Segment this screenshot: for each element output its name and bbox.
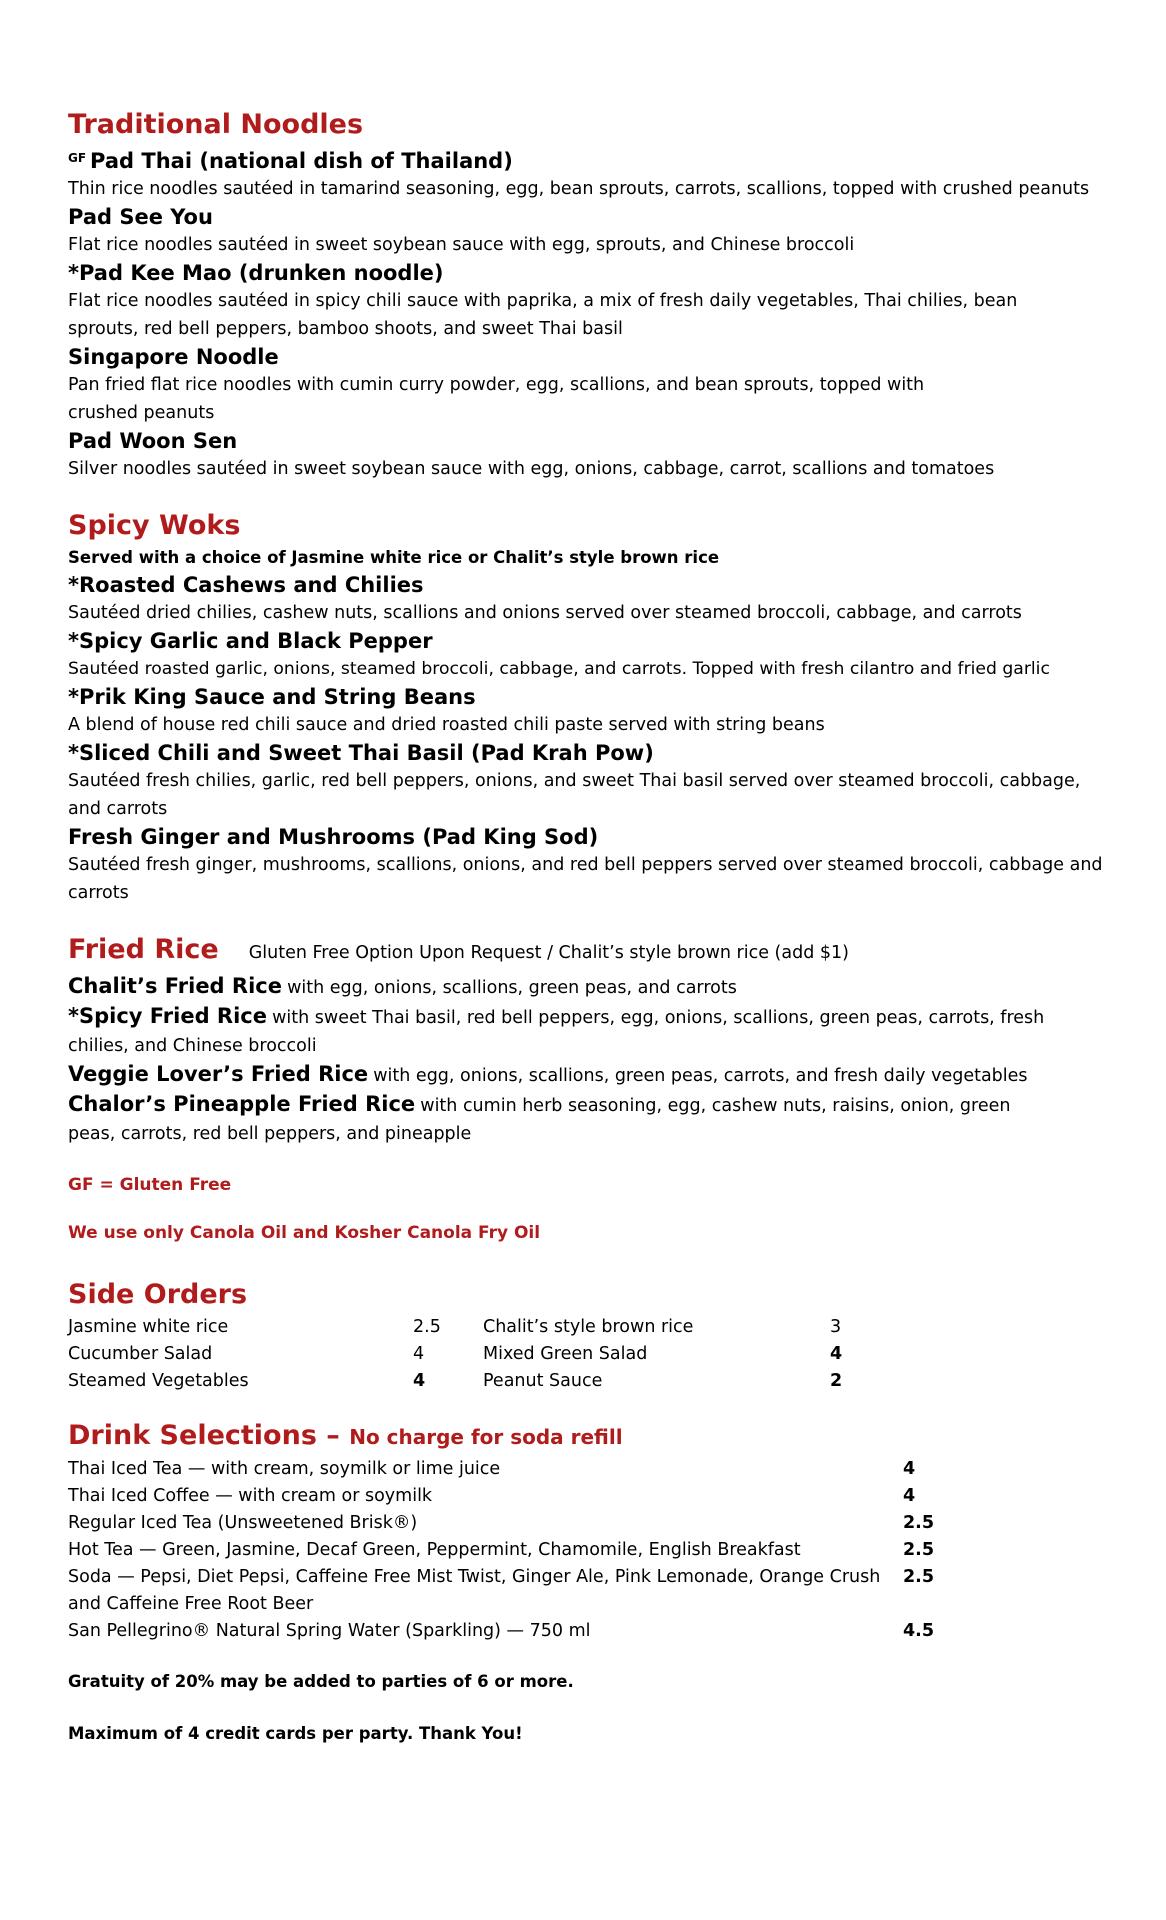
drink-price: 2.5	[903, 1540, 935, 1560]
drink-row	[68, 1618, 1108, 1645]
side-item-name: Chalit’s style brown rice	[483, 1317, 694, 1337]
menu-item-pad-king-sod	[68, 823, 1108, 907]
menu-item-veggie-lovers-fried-rice	[68, 1060, 1108, 1090]
menu-item-singapore-noodle	[68, 343, 1108, 427]
item-description: with cumin herb seasoning, egg, cashew nuts, raisins, onion, green peas, carrots, red bell peppers, and pineapple	[68, 1096, 1011, 1144]
drink-name: Regular Iced Tea (Unsweetened Brisk®)	[68, 1513, 418, 1533]
item-name: Fresh Ginger and Mushrooms (Pad King Sod)	[68, 825, 599, 849]
gratuity-note: Gratuity of 20% may be added to parties of 6 or more.	[68, 1672, 574, 1691]
menu-item-chalits-fried-rice	[68, 972, 1108, 1002]
item-description: Sautéed roasted garlic, onions, steamed broccoli, cabbage, and carrots. Topped with fresh cilantro and fried garlic	[68, 659, 1050, 679]
item-description: Sautéed fresh chilies, garlic, red bell peppers, onions, and sweet Thai basil served over steamed broccoli, cabbage, and carrots	[68, 771, 1081, 819]
item-description: with egg, onions, scallions, green peas, carrots, and fresh daily vegetables	[373, 1066, 1028, 1086]
item-description: A blend of house red chili sauce and dried roasted chili paste served with string beans	[68, 715, 825, 735]
side-item-price: 2.5	[413, 1317, 441, 1337]
drink-name: Soda — Pepsi, Diet Pepsi, Caffeine Free Mist Twist, Ginger Ale, Pink Lemonade, Orange Crush and Caffeine Free Root Beer	[68, 1567, 881, 1614]
side-item-price: 4	[413, 1344, 425, 1364]
oil-note: We use only Canola Oil and Kosher Canola Fry Oil	[68, 1223, 541, 1243]
side-item-price: 2	[830, 1371, 843, 1391]
menu-item-pineapple-fried-rice	[68, 1090, 1048, 1148]
item-name: Chalit’s Fried Rice	[68, 974, 282, 998]
item-description: Flat rice noodles sautéed in sweet soybean sauce with egg, sprouts, and Chinese broccoli	[68, 235, 855, 255]
side-item-price: 4	[830, 1344, 843, 1364]
side-order-row	[68, 1368, 1108, 1395]
item-name: Veggie Lover’s Fried Rice	[68, 1062, 369, 1086]
item-description: Pan fried flat rice noodles with cumin curry powder, egg, scallions, and bean sprouts, topped with crushed peanuts	[68, 375, 925, 423]
side-item-name: Cucumber Salad	[68, 1344, 213, 1364]
menu-item-pad-kee-mao	[68, 259, 1108, 343]
item-name: *Spicy Garlic and Black Pepper	[68, 629, 433, 653]
section-title-fried-rice	[68, 931, 1108, 972]
menu-item-spicy-garlic	[68, 627, 1108, 683]
item-name: *Sliced Chili and Sweet Thai Basil (Pad Krah Pow)	[68, 741, 654, 765]
drink-row	[68, 1564, 1108, 1618]
item-description: Sautéed fresh ginger, mushrooms, scallions, onions, and red bell peppers served over steamed broccoli, cabbage and carrots	[68, 855, 1103, 903]
side-item-name: Steamed Vegetables	[68, 1371, 249, 1391]
side-orders-table	[68, 1314, 1108, 1395]
section-note: Served with a choice of Jasmine white rice or Chalit’s style brown rice	[68, 548, 720, 567]
item-name: *Prik King Sauce and String Beans	[68, 685, 476, 709]
menu-page	[68, 106, 1108, 1747]
credit-card-note: Maximum of 4 credit cards per party. Thank You!	[68, 1724, 523, 1743]
item-name: Singapore Noodle	[68, 345, 279, 369]
menu-item-prik-king	[68, 683, 1108, 739]
drink-price: 4.5	[903, 1621, 935, 1641]
side-order-row	[68, 1341, 1108, 1368]
menu-item-roasted-cashews	[68, 571, 1108, 627]
item-name: Pad Woon Sen	[68, 429, 238, 453]
drink-row	[68, 1456, 1108, 1483]
side-order-row	[68, 1314, 1108, 1341]
menu-item-pad-thai	[68, 144, 1108, 203]
item-name: Pad Thai (national dish of Thailand)	[90, 149, 513, 173]
item-name: Chalor’s Pineapple Fried Rice	[68, 1092, 416, 1116]
section-title-side-orders: Side Orders	[68, 1279, 248, 1310]
item-name: Pad See You	[68, 205, 213, 229]
drink-row	[68, 1510, 1108, 1537]
item-description: with sweet Thai basil, red bell peppers, egg, onions, scallions, green peas, carrots, fresh chilies, and Chinese broccoli	[68, 1008, 1045, 1056]
side-item-price: 3	[830, 1317, 842, 1337]
drink-price: 2.5	[903, 1567, 935, 1587]
drink-price: 4	[903, 1459, 916, 1479]
section-subtitle: No charge for soda refill	[349, 1425, 623, 1449]
item-name: *Spicy Fried Rice	[68, 1004, 267, 1028]
drink-row	[68, 1537, 1108, 1564]
menu-item-pad-krah-pow	[68, 739, 1108, 823]
drink-name: San Pellegrino® Natural Spring Water (Sparkling) — 750 ml	[68, 1621, 591, 1641]
drink-price: 4	[903, 1486, 916, 1506]
section-title-drinks	[68, 1417, 1108, 1456]
item-description: with egg, onions, scallions, green peas, and carrots	[287, 978, 737, 998]
section-title-traditional-noodles: Traditional Noodles	[68, 109, 364, 140]
item-description: Flat rice noodles sautéed in spicy chili sauce with paprika, a mix of fresh daily vegetables, Thai chilies, bean sprouts, red bell peppers, bamboo shoots, and sweet Thai basil	[68, 291, 1018, 339]
side-item-name: Jasmine white rice	[68, 1317, 229, 1337]
drink-price: 2.5	[903, 1513, 935, 1533]
item-description: Thin rice noodles sautéed in tamarind seasoning, egg, bean sprouts, carrots, scallions, topped with crushed peanuts	[68, 179, 1090, 199]
side-item-name: Mixed Green Salad	[483, 1344, 648, 1364]
section-title-text: Fried Rice	[68, 934, 219, 965]
drink-row	[68, 1483, 1108, 1510]
gluten-free-tag: GF	[68, 151, 87, 165]
gluten-free-note: GF = Gluten Free	[68, 1175, 232, 1195]
section-title-text: Drink Selections –	[68, 1420, 340, 1451]
section-subtitle: Gluten Free Option Upon Request / Chalit’s style brown rice (add $1)	[248, 943, 849, 963]
menu-item-pad-see-you	[68, 203, 1108, 259]
drink-name: Hot Tea — Green, Jasmine, Decaf Green, Peppermint, Chamomile, English Breakfast	[68, 1540, 801, 1560]
item-description: Sautéed dried chilies, cashew nuts, scallions and onions served over steamed broccoli, cabbage, and carrots	[68, 603, 1022, 623]
section-title-spicy-woks: Spicy Woks	[68, 510, 241, 541]
menu-item-spicy-fried-rice	[68, 1002, 1068, 1060]
drink-name: Thai Iced Coffee — with cream or soymilk	[68, 1486, 433, 1506]
item-description: Silver noodles sautéed in sweet soybean sauce with egg, onions, cabbage, carrot, scallions and tomatoes	[68, 459, 995, 479]
side-item-name: Peanut Sauce	[483, 1371, 603, 1391]
side-item-price: 4	[413, 1371, 426, 1391]
drink-name: Thai Iced Tea — with cream, soymilk or lime juice	[68, 1459, 501, 1479]
drinks-list	[68, 1456, 1108, 1645]
item-name: *Roasted Cashews and Chilies	[68, 573, 424, 597]
menu-item-pad-woon-sen	[68, 427, 1108, 483]
item-name: *Pad Kee Mao (drunken noodle)	[68, 261, 444, 285]
